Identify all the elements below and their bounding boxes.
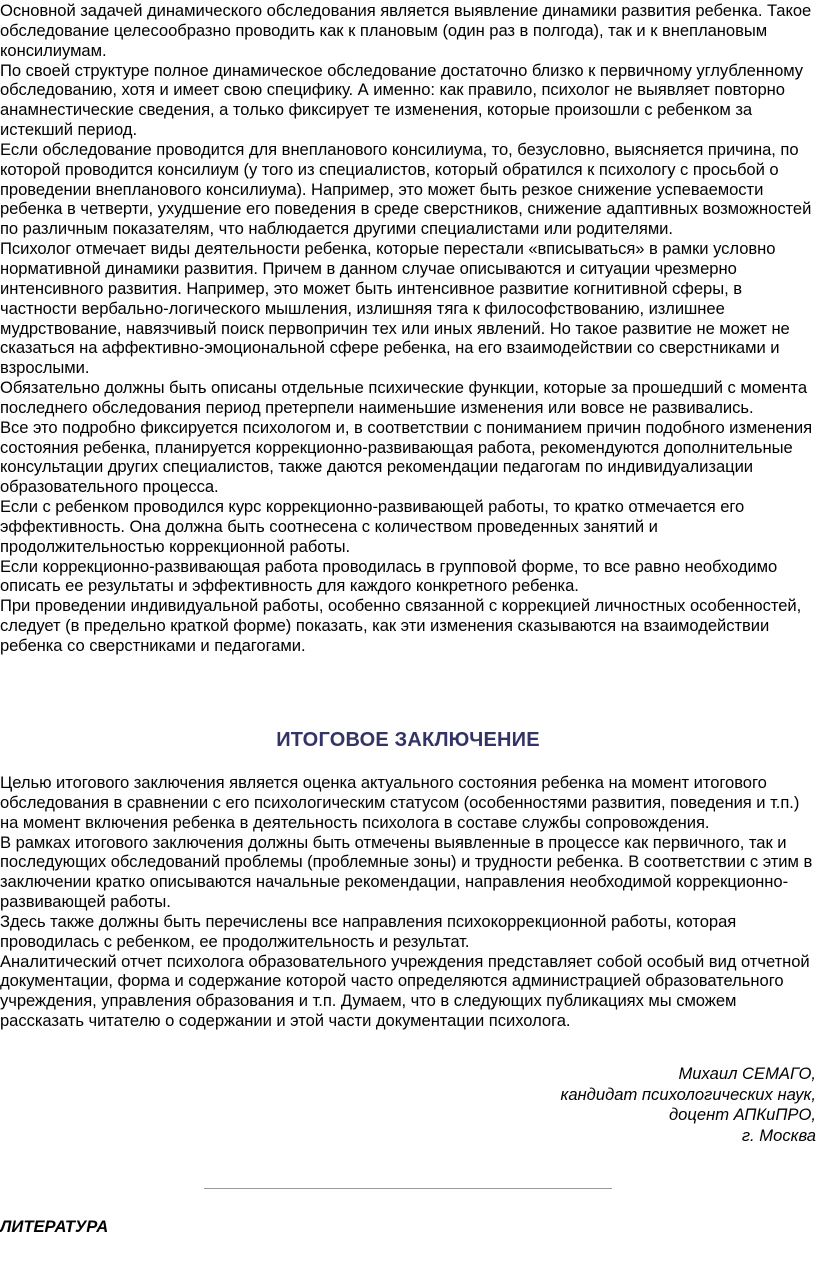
literature-heading: ЛИТЕРАТУРА <box>0 1217 109 1236</box>
author-name: Михаил СЕМАГО, <box>678 1064 816 1083</box>
paragraph: Если обследование проводится для внепланового консилиума, то, безусловно, выясняется причина, по которой проводится консилиум (у того из специалистов, который обратился к психологу с просьбой о проведении внепланового консилиума). Например, это может быть резкое снижение успеваемости ребенка в четверти, ухудшение его поведения в среде сверстников, снижение адаптивных возможностей по различным показателям, что наблюдается другими специалистами или родителями. <box>0 139 812 239</box>
author-position: доцент АПКиПРО, <box>668 1105 816 1125</box>
paragraph: Аналитический отчет психолога образовательного учреждения представляет собой особый вид отчетной документации, форма и содержание которой часто определяются администрацией образовательного учреждения, управления образования и т.п. Думаем, что в следующих публикациях мы сможем рассказать читателю о содержании и этой части документации психолога. <box>0 951 810 1031</box>
horizontal-divider <box>204 1188 612 1189</box>
paragraph: Психолог отмечает виды деятельности ребенка, которые перестали «вписываться» в рамки условно нормативной динамики развития. Причем в данном случае описываются и ситуации чрезмерно интенсивного развития. Например, это может быть интенсивное развитие когнитивной сферы, в частности вербально-логического мышления, излишняя тяга к философствованию, излишнее мудрствование, навязчивый поиск первопричин тех или иных явлений. Но такое развитие не может не сказаться на аффективно-эмоциональной сфере ребенка, на его взаимодействии со сверстниками и взрослыми. <box>0 239 790 378</box>
author-city: г. Москва <box>741 1126 816 1146</box>
author-degree: кандидат психологических наук, <box>560 1084 816 1104</box>
paragraph: Все это подробно фиксируется психологом и, в соответствии с пониманием причин подобного изменения состояния ребенка, планируется коррекционно-развивающая работа, рекомендуются дополнительные консультации других специалистов, также даются рекомендации педагогам по индивидуализации образовательного процесса. <box>0 417 813 497</box>
paragraph: Здесь также должны быть перечислены все направления психокоррекционной работы, которая проводилась с ребенком, ее продолжительность и результат. <box>0 911 737 951</box>
paragraph: При проведении индивидуальной работы, особенно связанной с коррекцией личностных особенностей, следует (в предельно краткой форме) показать, как эти изменения сказываются на взаимодействии ребенка со сверстниками и педагогами. <box>0 596 802 655</box>
paragraph: По своей структуре полное динамическое обследование достаточно близко к первичному углубленному обследованию, хотя и имеет свою специфику. А именно: как правило, психолог не выявляет повторно анамнестические сведения, а только фиксирует те изменения, которые произошли с ребенком за истекший период. <box>0 60 804 140</box>
author-signature <box>0 1064 816 1147</box>
paragraph: Если с ребенком проводился курс коррекционно-развивающей работы, то кратко отмечается его эффективность. Она должна быть соотнесена с количеством проведенных занятий и продолжительностью коррекционной работы. <box>0 497 745 556</box>
text-block-final-conclusion <box>0 773 816 1031</box>
paragraph: Целью итогового заключения является оценка актуального состояния ребенка на момент итогового обследования в сравнении с его психологическим статусом (особенностями развития, поведения и т.п.) на момент включения ребенка в деятельность психолога в составе службы сопровождения. <box>0 773 800 832</box>
text-block-dynamic-examination <box>0 1 816 656</box>
section-heading: ИТОГОВОЕ ЗАКЛЮЧЕНИЕ <box>276 729 540 751</box>
paragraph: Обязательно должны быть описаны отдельные психические функции, которые за прошедший с момента последнего обследования период претерпели наименьшие изменения или вовсе не развивались. <box>0 378 808 417</box>
paragraph: Основной задачей динамического обследования является выявление динамики развития ребенка. Такое обследование целесообразно проводить как к плановым (один раз в полгода), так и к внеплановым консилиумам. <box>0 1 812 60</box>
paragraph: Если коррекционно-развивающая работа проводилась в групповой форме, то все равно необходимо описать ее результаты и эффективность для каждого конкретного ребенка. <box>0 556 778 596</box>
paragraph: В рамках итогового заключения должны быть отмечены выявленные в процессе как первичного, так и последующих обследований проблемы (проблемные зоны) и трудности ребенка. В соответствии с этим в заключении кратко описываются начальные рекомендации, направления необходимой коррекционно-развивающей работы. <box>0 832 813 912</box>
